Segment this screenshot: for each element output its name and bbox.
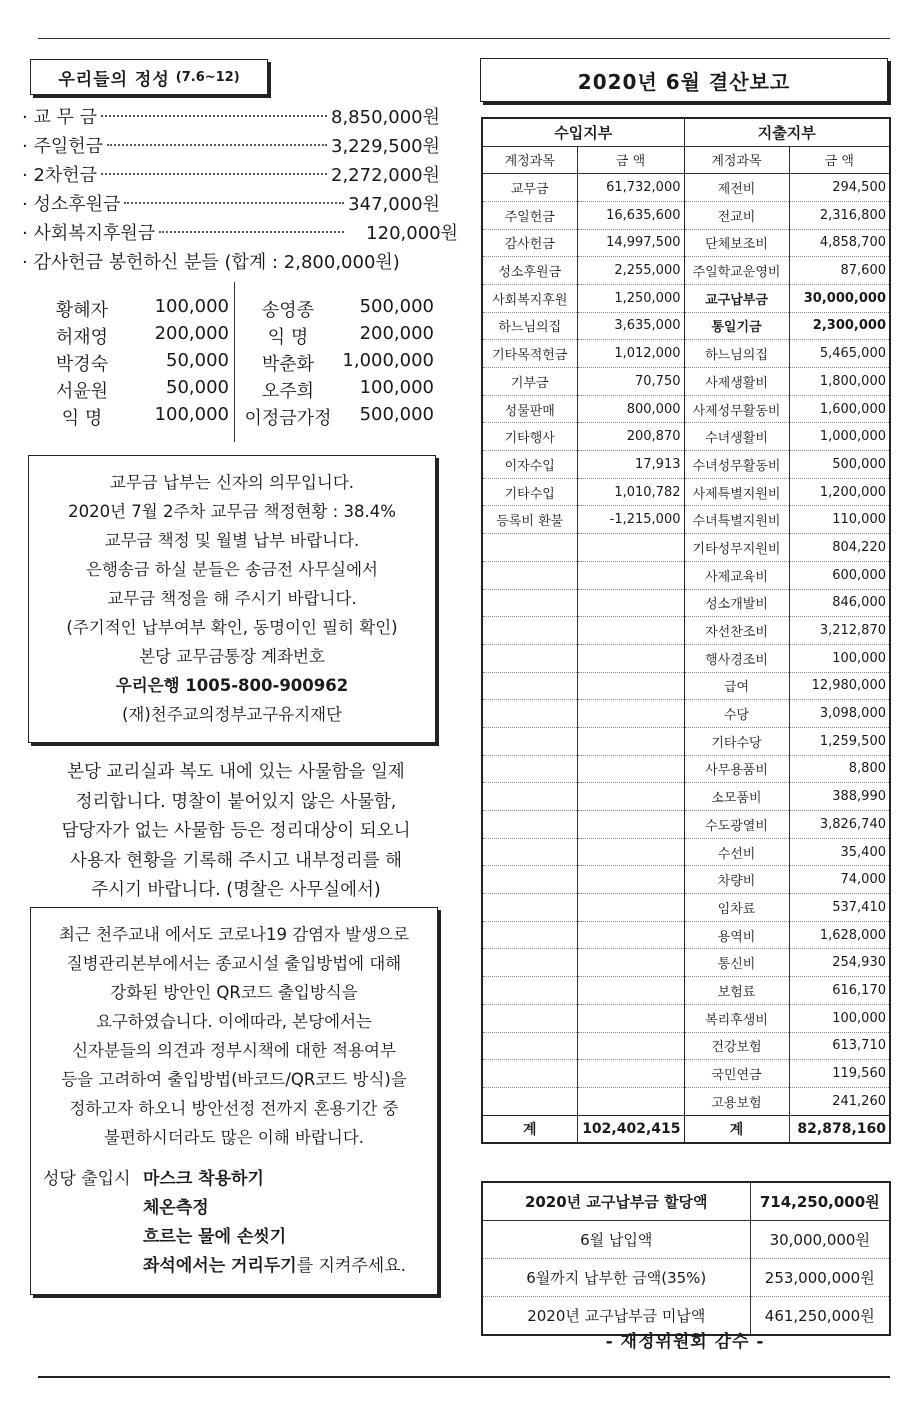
expense-account: 보험료 — [684, 977, 789, 1005]
covid-notice-box — [30, 907, 438, 1295]
income-amount — [577, 1087, 684, 1115]
expense-account: 통신비 — [684, 949, 789, 977]
expense-amount: 613,710 — [789, 1032, 890, 1060]
expense-account: 국민연금 — [684, 1060, 789, 1088]
donor-row: 황혜자 100,000 송영종 500,000 — [55, 296, 434, 321]
expense-amount: 87,600 — [789, 257, 890, 285]
expense-amount: 100,000 — [789, 1004, 890, 1032]
income-amount: 17,913 — [577, 451, 684, 479]
expense-amount: 1,600,000 — [789, 395, 890, 423]
ledger-row — [482, 423, 890, 451]
income-account: 감사헌금 — [482, 229, 577, 257]
donor-row: 박경숙 50,000 박춘화 1,000,000 — [55, 350, 434, 375]
income-amount — [577, 838, 684, 866]
assessment-row: 2020년 교구납부금 미납액 461,250,000원 — [482, 1297, 890, 1336]
entry-rules — [31, 1165, 437, 1285]
notice-line: 은행송금 하실 분들은 송금전 사무실에서 — [86, 560, 378, 579]
income-amount — [577, 644, 684, 672]
income-account — [482, 672, 577, 700]
ledger-row — [482, 811, 890, 839]
income-account — [482, 1060, 577, 1088]
ledger-row — [482, 727, 890, 755]
ledger-row — [482, 312, 890, 340]
rule-temperature: 체온측정 — [143, 1198, 209, 1218]
ledger-row — [482, 201, 890, 229]
income-account: 성물판매 — [482, 395, 577, 423]
income-amount: 3,635,000 — [577, 312, 684, 340]
income-amount: 61,732,000 — [577, 174, 684, 202]
offering-item: · 성소후원금 347,000원 — [22, 194, 440, 215]
income-amount: 1,012,000 — [577, 340, 684, 368]
income-account: 성소후원금 — [482, 257, 577, 285]
expense-account: 수녀성무활동비 — [684, 451, 789, 479]
notice-line: 본당 교리실과 복도 내에 있는 사물함을 일제 — [67, 762, 405, 782]
income-account — [482, 644, 577, 672]
ledger-row — [482, 506, 890, 534]
expense-amount: 5,465,000 — [789, 340, 890, 368]
expense-account: 하느님의집 — [684, 340, 789, 368]
notice-line: 정리합니다. 명찰이 붙어있지 않은 사물함, — [75, 791, 397, 812]
offerings-title: 우리들의 정성 (7.6~12) — [30, 59, 268, 95]
notice-line: 등을 고려하여 출입방법(바코드/QR코드 방식)을 — [61, 1070, 407, 1089]
expense-amount: 804,220 — [789, 534, 890, 562]
income-amount: 1,250,000 — [577, 284, 684, 312]
expense-account: 단체보조비 — [684, 229, 789, 257]
income-amount — [577, 755, 684, 783]
notice-line: 최근 천주교내 에서도 코로나19 감염자 발생으로 — [58, 925, 410, 944]
ledger-row — [482, 478, 890, 506]
income-amount — [577, 1004, 684, 1032]
income-amount — [577, 1060, 684, 1088]
expense-account: 수녀특별지원비 — [684, 506, 789, 534]
expense-account: 용역비 — [684, 921, 789, 949]
total-row: 계 102,402,415 계 82,878,160 — [482, 1115, 890, 1143]
income-amount — [577, 617, 684, 645]
income-amount: 1,010,782 — [577, 478, 684, 506]
income-account — [482, 921, 577, 949]
assessment-row: 2020년 교구납부금 할당액 714,250,000원 — [482, 1182, 890, 1221]
expense-amount: 616,170 — [789, 977, 890, 1005]
notice-line: 정하고자 하오니 방안선정 전까지 혼용기간 중 — [69, 1099, 399, 1118]
ledger-row — [482, 284, 890, 312]
notice-line: 강화된 방안인 QR코드 출입방식을 — [110, 983, 358, 1002]
expense-total: 82,878,160 — [789, 1115, 890, 1143]
rule-distance: 좌석에서는 거리두기 — [143, 1256, 297, 1276]
expense-amount: 1,259,500 — [789, 727, 890, 755]
notice-line: 신자분들의 의견과 정부시책에 대한 적용여부 — [72, 1041, 396, 1060]
income-header: 수입지부 — [482, 118, 684, 146]
col-account: 계정과목 — [684, 146, 789, 174]
expense-amount: 1,000,000 — [789, 423, 890, 451]
expense-amount: 294,500 — [789, 174, 890, 202]
income-amount — [577, 921, 684, 949]
col-amount: 금 액 — [577, 146, 684, 174]
ledger-row — [482, 1060, 890, 1088]
expense-account: 소모품비 — [684, 783, 789, 811]
expense-amount: 846,000 — [789, 589, 890, 617]
income-account — [482, 755, 577, 783]
notice-line: 질병관리본부에서는 종교시설 출입방법에 대해 — [66, 954, 402, 973]
notice-line: 사용자 현황을 기록해 주시고 내부정리를 해 — [69, 850, 403, 871]
expense-amount: 100,000 — [789, 644, 890, 672]
expense-amount: 537,410 — [789, 894, 890, 922]
income-account — [482, 534, 577, 562]
expense-amount: 241,260 — [789, 1087, 890, 1115]
notice-line: 교무금 책정 및 월별 납부 바랍니다. — [104, 531, 360, 550]
expense-account: 수도광열비 — [684, 811, 789, 839]
expense-account: 전교비 — [684, 201, 789, 229]
expense-account: 사제특별지원비 — [684, 478, 789, 506]
income-amount: -1,215,000 — [577, 506, 684, 534]
donor-row: 서윤원 50,000 오주희 100,000 — [55, 377, 434, 402]
income-account — [482, 1087, 577, 1115]
income-account — [482, 561, 577, 589]
offering-item: · 주일헌금 3,229,500원 — [22, 136, 440, 157]
expense-account: 통일기금 — [684, 312, 789, 340]
expense-account: 성소개발비 — [684, 589, 789, 617]
income-account — [482, 811, 577, 839]
expense-amount: 110,000 — [789, 506, 890, 534]
ledger-row — [482, 977, 890, 1005]
income-amount — [577, 727, 684, 755]
expense-account: 사제교육비 — [684, 561, 789, 589]
donor-list — [52, 296, 442, 444]
income-account: 기타수입 — [482, 478, 577, 506]
expense-amount: 1,628,000 — [789, 921, 890, 949]
income-account — [482, 1004, 577, 1032]
income-account — [482, 1032, 577, 1060]
income-amount: 70,750 — [577, 368, 684, 396]
expense-amount: 35,400 — [789, 838, 890, 866]
ledger-row — [482, 174, 890, 202]
ledger-row — [482, 340, 890, 368]
notice-line: 불편하시더라도 많은 이해 바랍니다. — [103, 1128, 365, 1147]
notice-line: 주시기 바랍니다. (명찰은 사무실에서) — [91, 880, 381, 900]
ledger-row — [482, 395, 890, 423]
income-amount — [577, 561, 684, 589]
expense-header: 지출지부 — [684, 118, 890, 146]
offering-item: · 사회복지후원금 120,000원 — [22, 223, 458, 244]
expense-account: 급여 — [684, 672, 789, 700]
ledger-row — [482, 866, 890, 894]
expense-account: 교구납부금 — [684, 284, 789, 312]
expense-amount: 3,826,740 — [789, 811, 890, 839]
ledger-row — [482, 229, 890, 257]
expense-account: 복리후생비 — [684, 1004, 789, 1032]
expense-account: 기타수당 — [684, 727, 789, 755]
income-account: 사회복지후원 — [482, 284, 577, 312]
expense-account: 사제생활비 — [684, 368, 789, 396]
notice-line: 담당자가 없는 사물함 등은 정리대상이 되오니 — [61, 821, 411, 841]
ledger-row — [482, 755, 890, 783]
expense-amount: 600,000 — [789, 561, 890, 589]
donor-row: 익 명 100,000 이정금가정 500,000 — [61, 404, 434, 429]
income-amount — [577, 894, 684, 922]
income-amount — [577, 866, 684, 894]
expense-account: 자선찬조비 — [684, 617, 789, 645]
ledger-row — [482, 368, 890, 396]
income-account: 기부금 — [482, 368, 577, 396]
expense-account: 고용보험 — [684, 1087, 789, 1115]
expense-account: 수녀생활비 — [684, 423, 789, 451]
ledger-row — [482, 783, 890, 811]
income-account — [482, 589, 577, 617]
income-account: 주일헌금 — [482, 201, 577, 229]
ledger-row — [482, 949, 890, 977]
expense-account: 차량비 — [684, 866, 789, 894]
ledger-row — [482, 1004, 890, 1032]
notice-line: 요구하였습니다. 이에따라, 본당에서는 — [95, 1012, 372, 1031]
ledger-row — [482, 894, 890, 922]
expense-amount: 500,000 — [789, 451, 890, 479]
income-amount — [577, 534, 684, 562]
expense-account: 임차료 — [684, 894, 789, 922]
expense-amount: 388,990 — [789, 783, 890, 811]
expense-account: 제전비 — [684, 174, 789, 202]
income-amount — [577, 589, 684, 617]
ledger-row — [482, 1087, 890, 1115]
thanks-donors-header: · 감사헌금 봉헌하신 분들 (합계 : 2,800,000원) — [22, 252, 400, 273]
expense-account: 행사경조비 — [684, 644, 789, 672]
top-rule — [38, 38, 890, 39]
col-account: 계정과목 — [482, 146, 577, 174]
ledger-row — [482, 534, 890, 562]
col-amount: 금 액 — [789, 146, 890, 174]
notice-line: (주기적인 납부여부 확인, 동명이인 필히 확인) — [66, 618, 398, 637]
account-holder: (재)천주교의정부교구유지재단 — [121, 705, 343, 724]
income-amount — [577, 949, 684, 977]
income-account: 기타목적헌금 — [482, 340, 577, 368]
ledger-row — [482, 561, 890, 589]
expense-amount: 30,000,000 — [789, 284, 890, 312]
income-amount — [577, 783, 684, 811]
ledger-row — [482, 451, 890, 479]
bank-account: 우리은행 1005-800-900962 — [115, 676, 349, 695]
expense-account: 주일학교운영비 — [684, 257, 789, 285]
income-amount: 16,635,600 — [577, 201, 684, 229]
settlement-table — [481, 117, 891, 1144]
ledger-row — [482, 672, 890, 700]
expense-account: 사제성무활동비 — [684, 395, 789, 423]
expense-account: 건강보험 — [684, 1032, 789, 1060]
income-amount: 2,255,000 — [577, 257, 684, 285]
notice-line: 교무금 책정을 해 주시기 바랍니다. — [107, 589, 357, 608]
ledger-row — [482, 257, 890, 285]
income-amount — [577, 811, 684, 839]
entry-prefix: 성당 출입시 — [43, 1169, 131, 1189]
income-account — [482, 700, 577, 728]
income-amount: 800,000 — [577, 395, 684, 423]
assessment-row: 6월 납입액 30,000,000원 — [482, 1221, 890, 1259]
offering-item: · 교 무 금 8,850,000원 — [22, 107, 440, 128]
income-account: 교무금 — [482, 174, 577, 202]
income-amount: 14,997,500 — [577, 229, 684, 257]
expense-amount: 2,316,800 — [789, 201, 890, 229]
donor-row: 허재영 200,000 익 명 200,000 — [55, 323, 434, 348]
locker-notice — [36, 758, 436, 906]
expense-amount: 74,000 — [789, 866, 890, 894]
income-amount — [577, 1032, 684, 1060]
income-account — [482, 977, 577, 1005]
bottom-rule — [38, 1376, 890, 1378]
ledger-row — [482, 838, 890, 866]
notice-line: 2020년 7월 2주차 교무금 책정현황 : 38.4% — [68, 502, 396, 521]
finance-committee-note: - 재정위원회 감수 - — [605, 1332, 765, 1352]
income-account: 등록비 환불 — [482, 506, 577, 534]
offering-item: · 2차헌금 2,272,000원 — [22, 165, 440, 186]
income-amount — [577, 977, 684, 1005]
expense-amount: 1,800,000 — [789, 368, 890, 396]
income-account: 이자수입 — [482, 451, 577, 479]
assessment-row: 6월까지 납부한 금액(35%) 253,000,000원 — [482, 1259, 890, 1297]
expense-amount: 254,930 — [789, 949, 890, 977]
notice-line: 교무금 납부는 신자의 의무입니다. — [109, 473, 355, 492]
ledger-row — [482, 617, 890, 645]
income-account — [482, 617, 577, 645]
expense-account: 수선비 — [684, 838, 789, 866]
income-amount — [577, 700, 684, 728]
expense-amount: 1,200,000 — [789, 478, 890, 506]
expense-amount: 4,858,700 — [789, 229, 890, 257]
income-total: 102,402,415 — [577, 1115, 684, 1143]
income-account: 하느님의집 — [482, 312, 577, 340]
report-title: 2020년 6월 결산보고 — [480, 58, 888, 102]
ledger-row — [482, 644, 890, 672]
rule-handwash: 흐르는 물에 손씻기 — [143, 1227, 287, 1247]
notice-line: 본당 교무금통장 계좌번호 — [139, 647, 325, 666]
ledger-row — [482, 700, 890, 728]
income-amount: 200,870 — [577, 423, 684, 451]
expense-amount: 3,212,870 — [789, 617, 890, 645]
income-account — [482, 783, 577, 811]
income-account — [482, 949, 577, 977]
expense-amount: 12,980,000 — [789, 672, 890, 700]
diocese-assessment-table — [481, 1181, 891, 1336]
expense-account: 사무용품비 — [684, 755, 789, 783]
expense-amount: 119,560 — [789, 1060, 890, 1088]
ledger-row — [482, 1032, 890, 1060]
income-account — [482, 727, 577, 755]
expense-account: 기타성무지원비 — [684, 534, 789, 562]
income-account — [482, 894, 577, 922]
expense-amount: 8,800 — [789, 755, 890, 783]
income-account — [482, 866, 577, 894]
ledger-row — [482, 921, 890, 949]
income-account — [482, 838, 577, 866]
rule-closing: 를 지켜주세요. — [296, 1256, 407, 1276]
ledger-row — [482, 589, 890, 617]
expense-account: 수당 — [684, 700, 789, 728]
expense-amount: 3,098,000 — [789, 700, 890, 728]
income-account: 기타행사 — [482, 423, 577, 451]
offerings-list — [22, 103, 458, 278]
tithe-notice-box — [28, 455, 436, 743]
expense-amount: 2,300,000 — [789, 312, 890, 340]
rule-mask: 마스크 착용하기 — [143, 1169, 264, 1189]
income-amount — [577, 672, 684, 700]
